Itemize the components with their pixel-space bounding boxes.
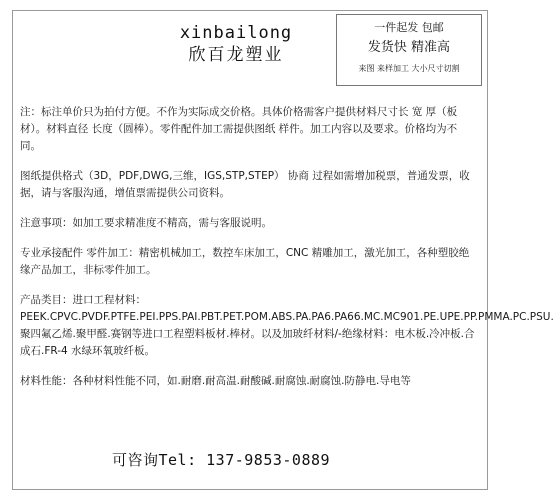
promo-line-1: 一件起发 包邮 (374, 21, 444, 34)
promo-line-2: 发货快 精准高 (367, 40, 451, 55)
note-material-properties: 材料性能：各种材料性能不同，如.耐磨.耐高温.耐酸碱.耐腐蚀.耐腐蚀.防静电.导电等 (20, 375, 411, 387)
contact-phone: 可咨询Tel: 137-9853-0889 (112, 451, 331, 469)
note-precautions: 注意事项：如加工要求精准度不精高，需与客服说明。 (20, 217, 272, 229)
notes-content (20, 104, 554, 403)
promo-box (336, 14, 482, 86)
promo-line-3: 来图 来样加工 大小尺寸切割 (358, 64, 460, 73)
note-drawing-formats: 图纸提供格式（3D，PDF,DWG,三维，IGS,STP,STEP） 协商 过程如需增加税票，普通发票，收据，请与客服沟通，增值票需提供公司资料。 (20, 170, 470, 199)
note-product-categories: 产品类目：进口工程材料：PEEK.CPVC.PVDF.PTFE.PEI.PPS.PAI.PBT.PET.POM.ABS.PA.PA6.PA66.MC.MC901.PE.UPE.PP.PMMA.PC.PSU.聚四氟乙烯.聚甲醛.赛钢等进口工程塑料板材.棒材。以及加玻纤材料/-绝缘材料：电木板.冷冲板.合成石.FR-4 水绿环氧玻纤板。 (20, 294, 554, 357)
brand-name-zh: 欣百龙塑业 (188, 45, 284, 65)
note-processing-services: 专业承接配件 零件加工：精密机械加工，数控车床加工，CNC 精雕加工，激光加工，各种塑胶绝缘产品加工，非标零件加工。 (20, 247, 470, 276)
brand-name-en: xinbailong (179, 23, 293, 43)
note-pricing: 注：标注单价只为拍付方便。不作为实际成交价格。具体价格需客户提供材料尺寸长 宽 厚（板材）。材料直径 长度（圆棒）。零件配件加工需提供图纸 样件。加工内容以及要求。价格均为不同。 (20, 106, 458, 152)
brand-header (166, 22, 306, 66)
